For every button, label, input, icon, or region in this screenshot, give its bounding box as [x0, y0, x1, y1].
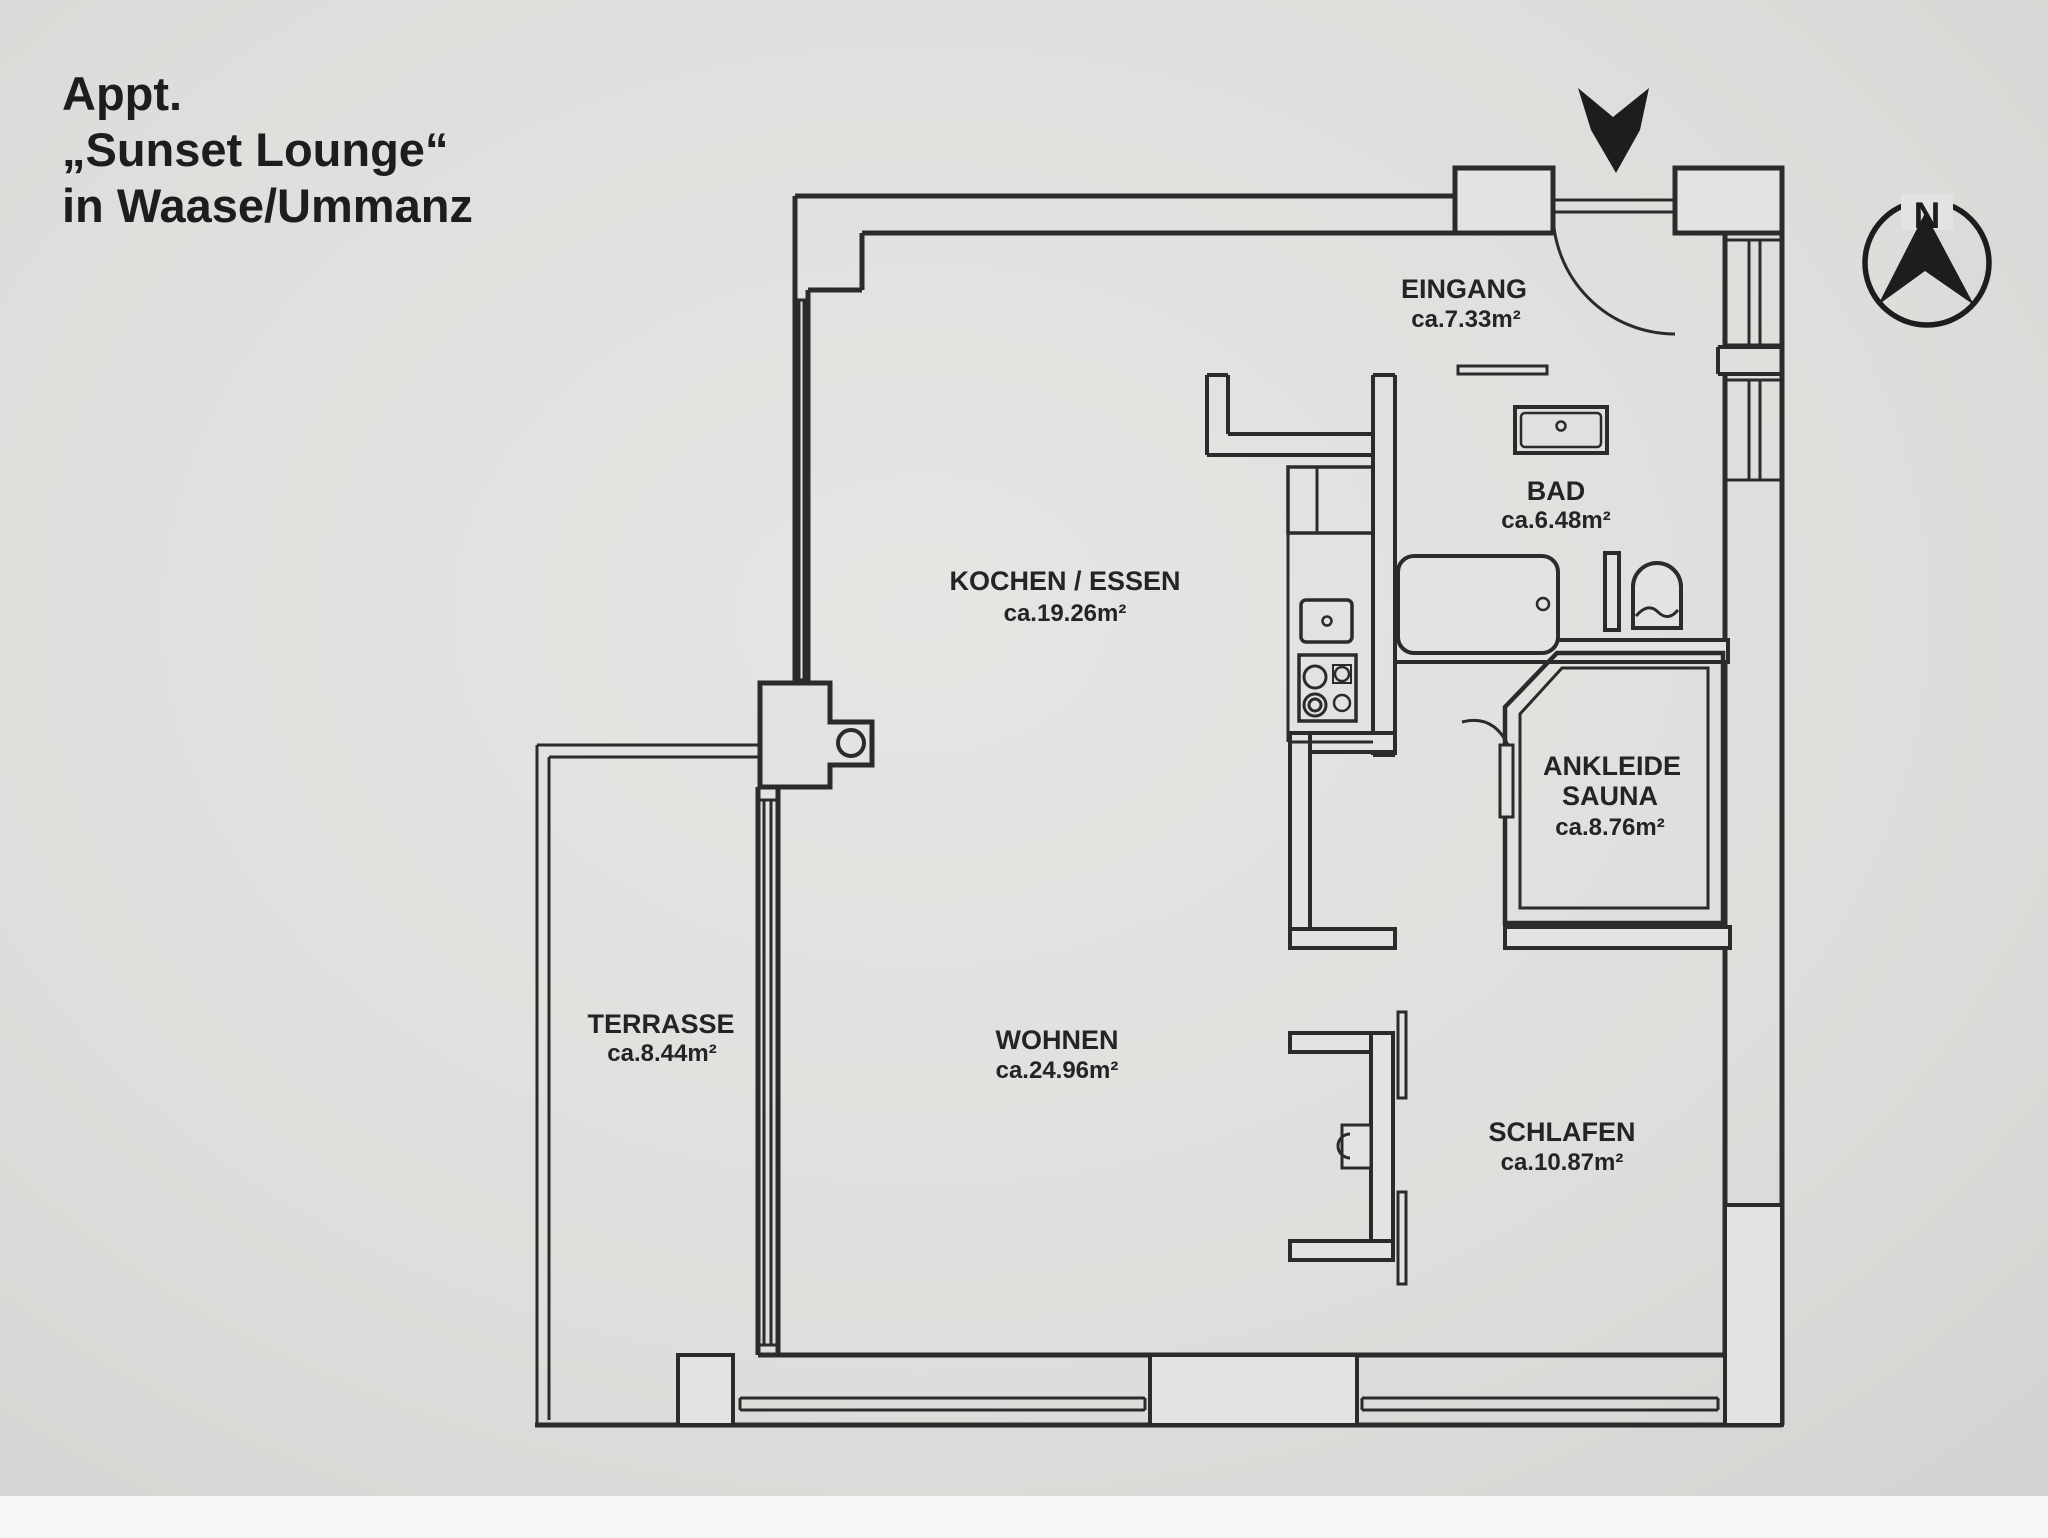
- sauna-door-leaf: [1500, 745, 1513, 817]
- room-area-kochen-essen: ca.19.26m²: [1003, 600, 1127, 627]
- title-line-1: Appt.: [62, 67, 183, 120]
- room-label-schlafen: SCHLAFEN: [1488, 1117, 1636, 1147]
- room-label-wohnen: WOHNEN: [995, 1025, 1119, 1055]
- room-area-terrasse: ca.8.44m²: [607, 1040, 717, 1067]
- room-label-eingang: EINGANG: [1400, 274, 1528, 304]
- bathtub-icon: [1398, 556, 1558, 653]
- room-label-terrasse: TERRASSE: [587, 1009, 735, 1039]
- room-area-schlafen: ca.10.87m²: [1500, 1149, 1624, 1176]
- title-line-3: in Waase/Ummanz: [62, 179, 473, 232]
- photo-bottom-edge: [0, 1496, 2048, 1538]
- room-label-sauna: SAUNA: [1561, 781, 1659, 811]
- room-area-wohnen: ca.24.96m²: [995, 1057, 1119, 1084]
- room-area-ankleide-sauna: ca.8.76m²: [1555, 814, 1665, 841]
- room-label-ankleide: ANKLEIDE: [1542, 751, 1682, 781]
- room-area-bad: ca.6.48m²: [1501, 507, 1611, 534]
- room-area-eingang: ca.7.33m²: [1411, 306, 1521, 333]
- room-label-bad: BAD: [1526, 476, 1586, 506]
- room-label-kochen-essen: KOCHEN / ESSEN: [949, 566, 1181, 596]
- title-line-2: „Sunset Lounge“: [62, 123, 449, 176]
- north-label: N: [1913, 195, 1941, 236]
